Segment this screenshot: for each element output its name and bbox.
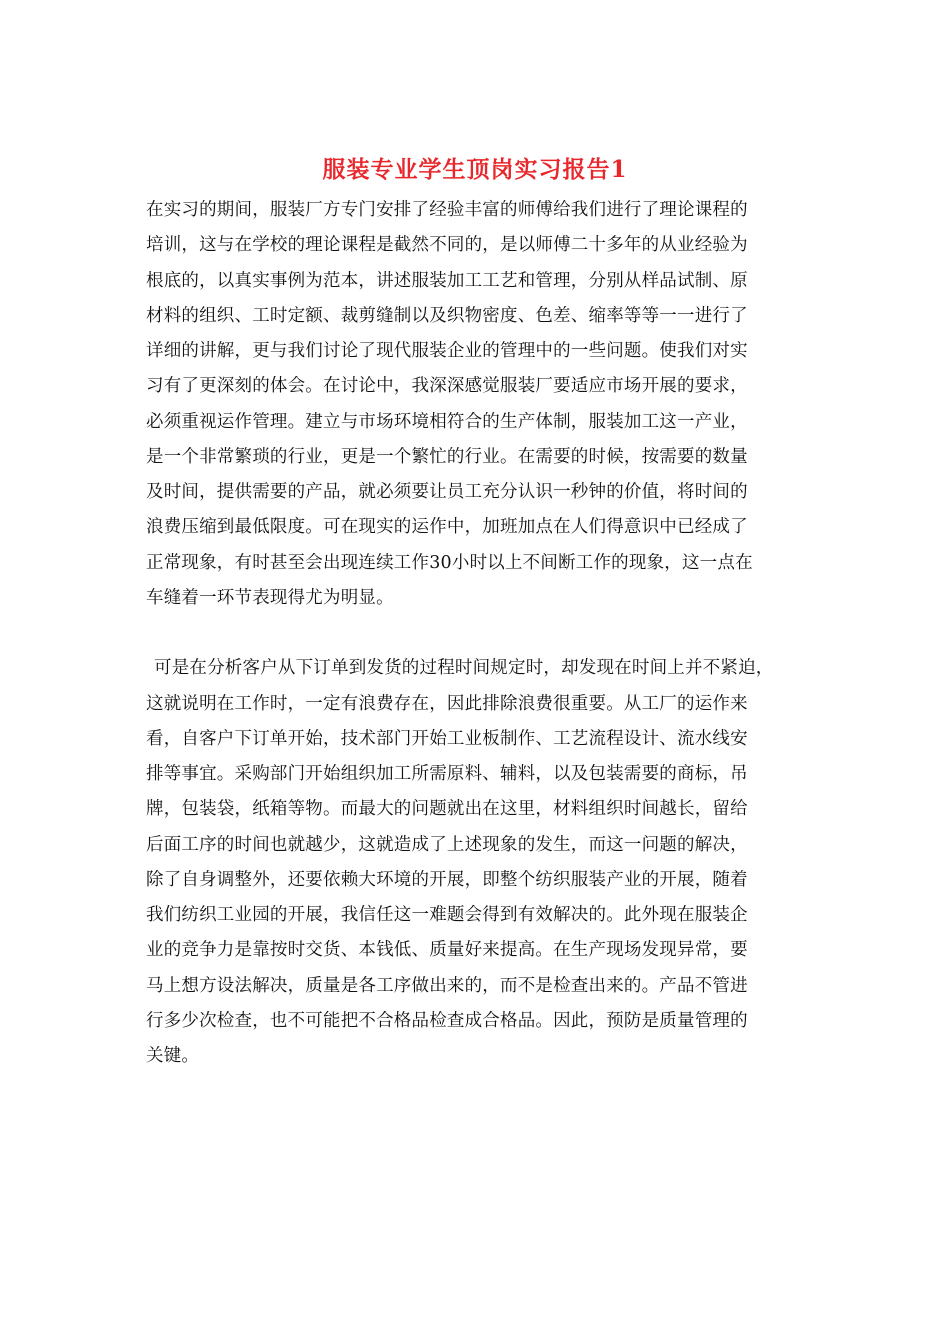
text-line: 可是在分析客户从下订单到发货的过程时间规定时，却发现在时间上并不紧迫，	[154, 658, 774, 679]
text-line: 在实习的期间，服装厂方专门安排了经验丰富的师傅给我们进行了理论课程的	[146, 200, 748, 220]
document-body	[146, 193, 826, 1074]
text-line: 根底的，以真实事例为范本，讲述服装加工工艺和管理，分别从样品试制、原	[146, 270, 748, 291]
paragraph-2	[146, 651, 826, 1074]
text-line: 马上想方设法解决，质量是各工序做出来的，而不是检查出来的。产品不管进	[146, 975, 748, 996]
text-line: 习有了更深刻的体会。在讨论中，我深深感觉服装厂要适应市场开展的要求，	[146, 376, 748, 397]
text-line: 正常现象，有时甚至会出现连续工作30小时以上不间断工作的现象，这一点在	[146, 552, 753, 573]
text-line: 是一个非常繁琐的行业，更是一个繁忙的行业。在需要的时候，按需要的数量	[146, 446, 748, 467]
text-line: 浪费压缩到最低限度。可在现实的运作中，加班加点在人们得意识中已经成了	[146, 517, 748, 538]
text-line: 必须重视运作管理。建立与市场环境相符合的生产体制，服装加工这一产业，	[146, 411, 748, 432]
text-line: 我们纺织工业园的开展，我信任这一难题会得到有效解决的。此外现在服装企	[146, 905, 748, 925]
text-line: 车缝着一环节表现得尤为明显。	[146, 587, 394, 608]
text-line: 这就说明在工作时，一定有浪费存在，因此排除浪费很重要。从工厂的运作来	[146, 693, 748, 714]
paragraph-gap	[146, 616, 826, 651]
text-line: 牌，包装袋，纸箱等物。而最大的问题就出在这里，材料组织时间越长，留给	[146, 799, 748, 820]
text-line: 培训，这与在学校的理论课程是截然不同的，是以师傅二十多年的从业经验为	[146, 235, 748, 256]
document-title: 服装专业学生顶岗实习报告1	[322, 156, 628, 183]
text-line: 材料的组织、工时定额、裁剪缝制以及织物密度、色差、缩率等等一一进行了	[146, 305, 748, 326]
text-line: 业的竞争力是靠按时交货、本钱低、质量好来提高。在生产现场发现异常，要	[146, 940, 748, 961]
text-line: 看，自客户下订单开始，技术部门开始工业板制作、工艺流程设计、流水线安	[146, 728, 748, 749]
text-line: 排等事宜。采购部门开始组织加工所需原料、辅料，以及包装需要的商标，吊	[146, 764, 748, 784]
text-line: 除了自身调整外，还要依赖大环境的开展，即整个纺织服装产业的开展，随着	[146, 869, 748, 890]
text-line: 后面工序的时间也就越少，这就造成了上述现象的发生，而这一问题的解决，	[146, 834, 748, 855]
text-line: 及时间，提供需要的产品，就必须要让员工充分认识一秒钟的价值，将时间的	[146, 482, 748, 502]
text-line: 关键。	[146, 1046, 200, 1066]
text-line: 详细的讲解，更与我们讨论了现代服装企业的管理中的一些问题。使我们对实	[146, 341, 748, 361]
text-line: 行多少次检查，也不可能把不合格品检查成合格品。因此，预防是质量管理的	[146, 1010, 748, 1031]
paragraph-1	[146, 193, 826, 616]
